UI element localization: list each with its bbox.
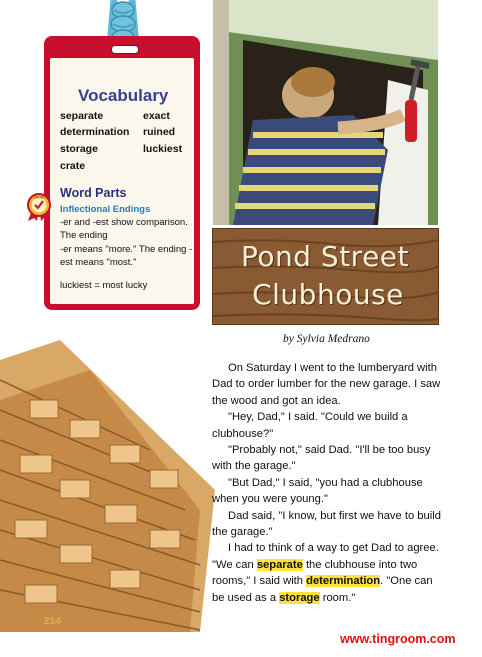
highlighted-vocab-storage: storage: [279, 591, 320, 604]
word-parts-body: [60, 216, 194, 269]
story-paragraph: "Probably not," said Dad. "I'll be too busy with the garage.": [212, 444, 431, 473]
skills-seal-icon: [25, 193, 53, 221]
highlighted-vocab-determination: determination: [306, 575, 381, 588]
word-parts-example: luckiest = most lucky: [60, 280, 148, 291]
boy-building-photo: [213, 0, 438, 225]
story-text-segment: room.": [319, 591, 356, 604]
tag-hole: [111, 45, 139, 54]
skills-seal-label: Skills: [34, 195, 44, 200]
clubhouse-sign: [212, 228, 439, 325]
page-number: 214: [44, 616, 61, 627]
story-byline: by Sylvia Medrano: [283, 333, 370, 345]
story-paragraph: "But Dad," I said, "you had a clubhouse when you were young.": [212, 476, 423, 506]
vocab-word: ruined: [143, 126, 176, 138]
story-paragraph: [212, 540, 442, 606]
vocabulary-title: Vocabulary: [78, 86, 169, 105]
story-text: [212, 360, 442, 606]
sign-line-1: Pond Street: [240, 240, 410, 273]
word-parts-body-1: -er and -est show comparison. The ending: [60, 217, 188, 242]
vocab-word: determination: [60, 126, 130, 138]
story-text-segment: . "One can be used as a: [212, 575, 433, 604]
story-text-segment: I had to think of a way to get Dad to agree. "We can: [212, 542, 439, 571]
story-paragraph: On Saturday I went to the lumberyard with Dad to order lumber for the new garage. I saw the wood and got an idea.: [212, 362, 441, 407]
vocab-word: storage: [60, 143, 98, 155]
story-paragraph: Dad said, "I know, but first we have to build the garage.": [212, 509, 441, 539]
vocab-word: crate: [60, 160, 86, 172]
story-text-segment: the clubhouse into two rooms," I said with: [212, 558, 418, 588]
vocab-word: separate: [60, 110, 104, 122]
vocab-word: exact: [143, 110, 170, 122]
word-parts-title: Word Parts: [60, 186, 127, 200]
sign-line-2: Clubhouse: [252, 278, 404, 311]
word-parts-subtitle: Inflectional Endings: [60, 204, 151, 215]
lumber-stack-photo: [0, 340, 215, 632]
watermark-url: www.tingroom.com: [340, 632, 456, 646]
word-parts-body-2: -er means "more." The ending -est means "most.": [60, 243, 193, 268]
story-paragraph: "Hey, Dad," I said. "Could we build a clubhouse?": [212, 411, 408, 440]
vocab-word: luckiest: [143, 143, 183, 155]
highlighted-vocab-separate: separate: [256, 558, 303, 571]
